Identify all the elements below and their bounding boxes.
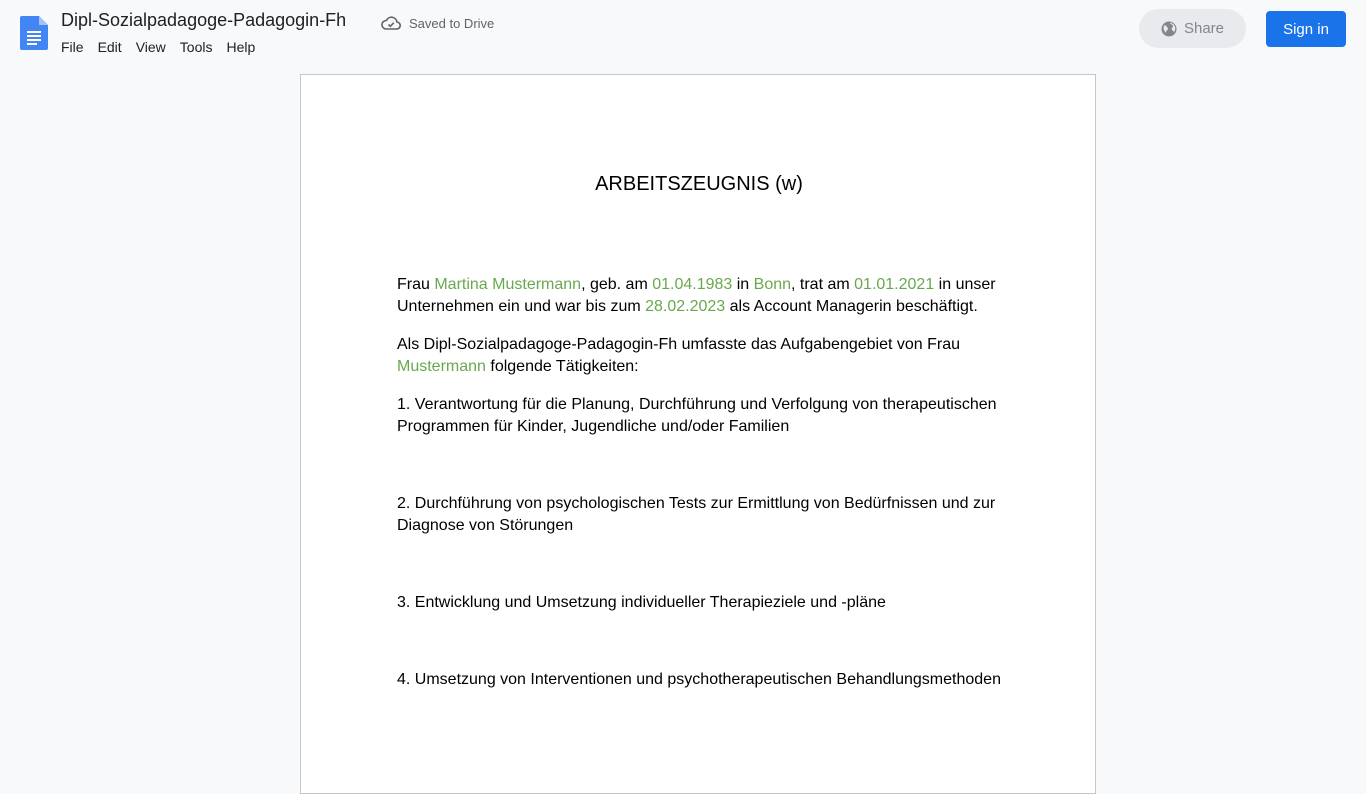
cloud-done-icon xyxy=(381,15,401,31)
intro-text-3: in xyxy=(732,276,754,293)
globe-icon xyxy=(1161,21,1177,37)
top-bar xyxy=(0,0,1366,66)
document-page[interactable] xyxy=(300,74,1096,794)
menu-tools[interactable]: Tools xyxy=(179,39,213,55)
task-item-4: 4. Umsetzung von Interventionen und psychotherapeutischen Behandlungsmethoden xyxy=(397,671,1001,688)
menu-bar xyxy=(54,36,262,58)
intro-text-1: Frau xyxy=(397,276,435,293)
docs-icon[interactable] xyxy=(20,16,48,50)
save-status[interactable] xyxy=(381,13,494,33)
task-item-3: 3. Entwicklung und Umsetzung individueller Therapieziele und -pläne xyxy=(397,594,886,611)
role-text-1: Als Dipl-Sozialpadagoge-Padagogin-Fh umfasste das Aufgabengebiet von Frau xyxy=(397,336,961,353)
intro-text-6: als Account Managerin beschäftigt. xyxy=(725,298,978,315)
start-date: 01.01.2021 xyxy=(854,276,935,293)
document-heading: ARBEITSZEUGNIS (w) xyxy=(595,173,803,195)
empty-line xyxy=(397,553,1007,592)
menu-help[interactable]: Help xyxy=(226,39,256,55)
birth-date: 01.04.1983 xyxy=(652,276,733,293)
menu-view[interactable]: View xyxy=(135,39,166,55)
task-item-1: 1. Verantwortung für die Planung, Durchführung und Verfolgung von therapeutischen Programmen für Kinder, Jugendliche und/oder Familien xyxy=(397,396,997,435)
menu-edit[interactable]: Edit xyxy=(97,39,122,55)
end-date: 28.02.2023 xyxy=(645,298,726,315)
role-text-2: folgende Tätigkeiten: xyxy=(485,358,639,375)
sign-in-button[interactable]: Sign in xyxy=(1266,11,1346,47)
empty-line xyxy=(397,454,1007,493)
intro-text-5: in unser Unternehmen ein und war bis zum xyxy=(397,276,996,315)
birth-city: Bonn xyxy=(753,276,792,293)
employee-name: Martina Mustermann xyxy=(434,276,582,293)
empty-line xyxy=(397,630,1007,669)
intro-paragraph xyxy=(397,274,1007,318)
menu-file[interactable]: File xyxy=(61,39,84,55)
document-body xyxy=(397,274,1007,707)
employee-surname: Mustermann xyxy=(397,358,486,375)
share-label: Share xyxy=(1183,20,1225,37)
task-item-2: 2. Durchführung von psychologischen Tests zur Ermittlung von Bedürfnissen und zur Diagnose von Störungen xyxy=(397,495,996,534)
save-status-label: Saved to Drive xyxy=(409,15,495,31)
intro-text-2: , geb. am xyxy=(581,276,653,293)
role-paragraph xyxy=(397,334,1007,378)
intro-text-4: , trat am xyxy=(791,276,855,293)
share-button[interactable] xyxy=(1139,9,1246,48)
document-title[interactable]: Dipl-Sozialpadagoge-Padagogin-Fh xyxy=(61,10,347,30)
